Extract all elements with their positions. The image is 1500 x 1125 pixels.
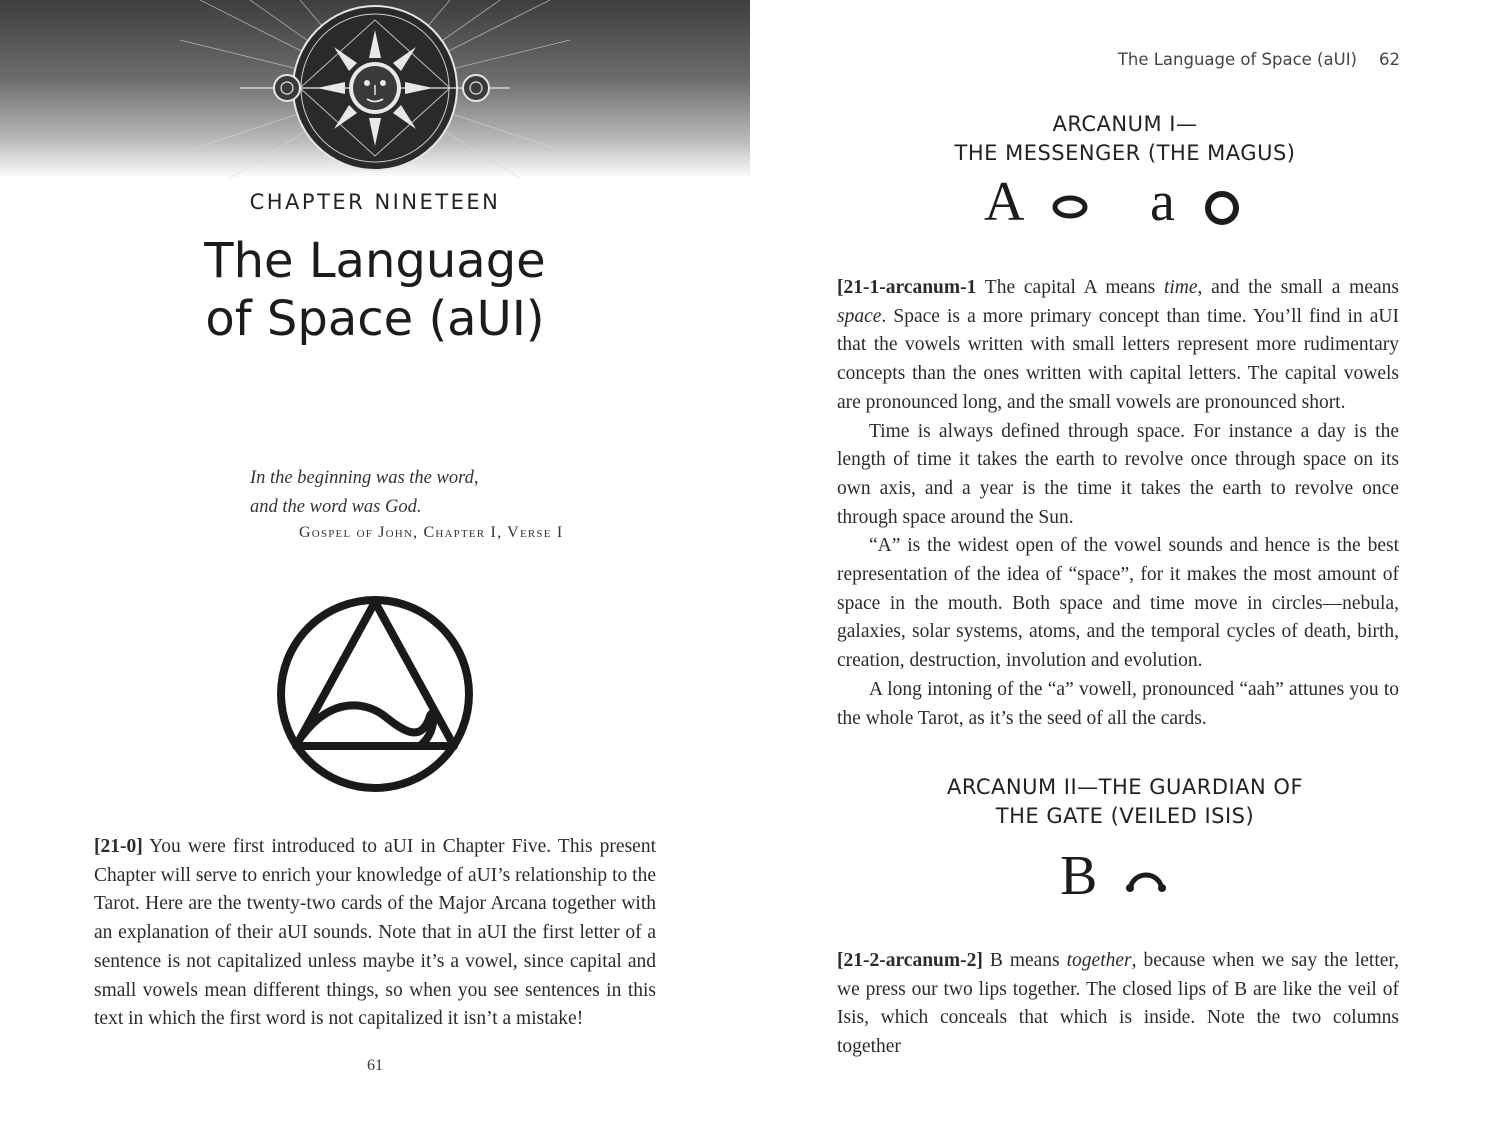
- sun-face-emblem-icon: [0, 0, 750, 178]
- paragraph-text: You were first introduced to aUI in Chapter Five. This present Chapter will serve to enrich your knowledge of aUI’s relationship to the Tarot. Here are the twenty-two cards of the Major Arcana together with an explanation of their aUI sounds. Note that in aUI the first letter of a sentence is not capitalized unless maybe it’s a vowel, since capital and small vowels mean different things, so when you see sentences in this text in which the first word is not capitalized it isn’t a mistake!: [94, 836, 656, 1030]
- page-number-left: 61: [367, 1057, 383, 1074]
- arcanum1-p4: A long intoning of the “a” vowell, pronounced “aah” attunes you to the whole Tarot, as it’s the seed of all the cards.: [837, 678, 1399, 729]
- arcanum1-text: [837, 274, 1399, 733]
- arcanum1-p2: Time is always defined through space. For instance a day is the length of time it takes the earth to revolve once through space on its own axis, and a year is the time it takes the earth to revolve once through space around the Sun.: [837, 420, 1399, 528]
- arcanum2-p1-b: , because when we say the letter, we press our two lips together. The closed lips of B are like the veil of Isis, which conceals that which is inside. Note the two columns together: [837, 950, 1399, 1058]
- arcanum2-heading-line1: ARCANUM II—THE GUARDIAN OF: [946, 775, 1304, 799]
- chapter-title: [0, 232, 750, 348]
- chapter-banner: [0, 0, 750, 178]
- capital-a-letter: A: [984, 171, 1025, 233]
- chapter-label: CHAPTER NINETEEN: [249, 190, 501, 214]
- epigraph: [250, 464, 670, 522]
- arcanum2-p1-together: together: [1066, 950, 1132, 971]
- arcanum1-p1-c: . Space is a more primary concept than time. You’ll find in aUI that the vowels written with small letters represent more rudimentary concepts than the ones written with capital letters. The capital vowels are pronounced long, and the small vowels are pronounced short.: [837, 305, 1399, 413]
- arcanum1-heading-line2: THE MESSENGER (THE MAGUS): [954, 141, 1296, 165]
- arcanum2-heading-line2: THE GATE (VEILED ISIS): [995, 804, 1255, 828]
- page-number-right: 62: [1379, 50, 1400, 69]
- arcanum1-p1-space: space: [837, 305, 882, 327]
- arcanum1-heading-line1: ARCANUM I—: [1052, 112, 1198, 136]
- aui-oval-glyph-icon: [1050, 194, 1090, 220]
- aui-arc-glyph-icon: [1124, 864, 1168, 894]
- arcanum1-ref: [21-1-arcanum-1: [837, 277, 977, 298]
- arcanum1-p1-b: , and the small a means: [1197, 277, 1399, 298]
- arcanum2-ref: [21-2-arcanum-2]: [837, 950, 983, 971]
- chapter-title-line1: The Language: [204, 233, 546, 289]
- running-head: [1118, 50, 1400, 69]
- arcanum1-p1-a: The capital A means: [976, 277, 1164, 298]
- epigraph-line2: and the word was God.: [250, 497, 422, 517]
- running-head-title: The Language of Space (aUI): [1117, 50, 1357, 69]
- arcanum2-p1-a: B means: [982, 950, 1067, 971]
- epigraph-line1: In the beginning was the word,: [250, 468, 479, 488]
- intro-paragraph: [94, 833, 656, 1034]
- capital-b-letter: B: [1060, 845, 1098, 907]
- arcanum1-p1-time: time: [1163, 277, 1198, 298]
- aui-circle-glyph-icon: [1202, 188, 1242, 228]
- arcanum1-heading: [750, 110, 1500, 168]
- epigraph-source: Gospel of John, Chapter I, Verse I: [299, 524, 564, 541]
- circle-triangle-symbol-icon: [272, 596, 478, 801]
- arcanum1-p3: “A” is the widest open of the vowel sounds and hence is the best representation of the idea of “space”, for it makes the most amount of space in the mouth. Both space and time move in circles—nebula, galaxies, solar systems, atoms, and the temporal cycles of death, birth, creation, destruction, involution and evolution.: [837, 535, 1399, 672]
- small-a-letter: a: [1150, 171, 1175, 233]
- paragraph-ref: [21-0]: [94, 836, 143, 857]
- arcanum2-heading: [750, 773, 1500, 831]
- chapter-title-line2: of Space (aUI): [205, 291, 545, 347]
- arcanum2-text: [837, 947, 1399, 1062]
